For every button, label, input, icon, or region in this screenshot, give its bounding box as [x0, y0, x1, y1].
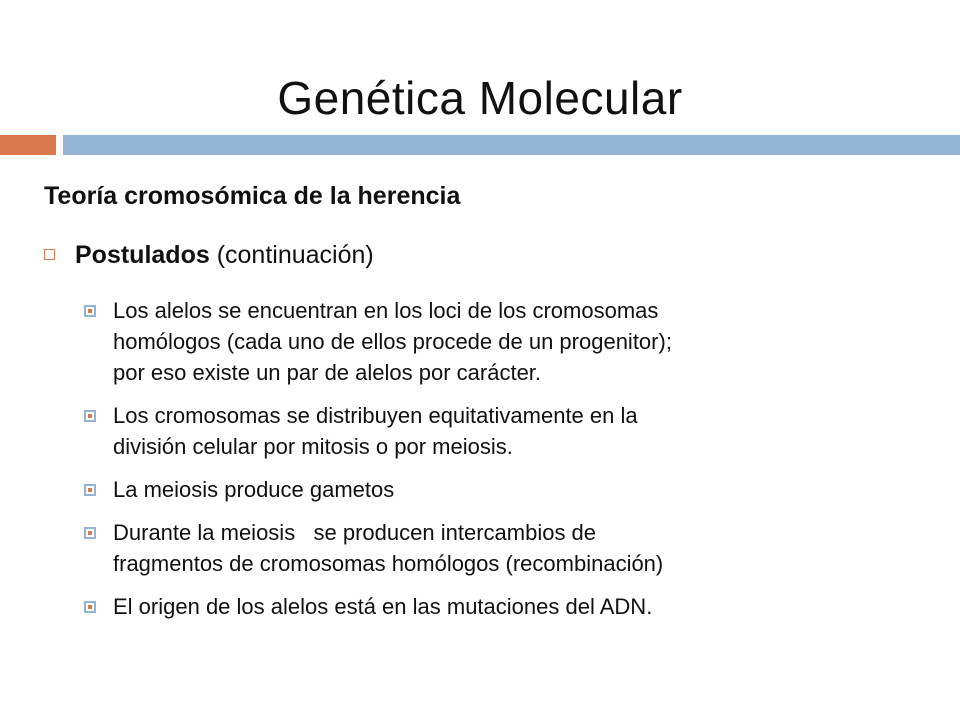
bullet-list — [84, 295, 954, 634]
bullet-line: fragmentos de cromosomas homólogos (recombinación) — [113, 551, 664, 576]
point-label-rest: (continuación) — [209, 241, 374, 269]
square-bullet-icon — [84, 410, 96, 422]
point-label-bold: Postulados — [75, 241, 210, 269]
slide-subtitle: Teoría cromosómica de la herencia — [44, 182, 461, 210]
square-bullet-icon — [84, 527, 96, 539]
bullet-line: La meiosis produce gametos — [113, 477, 395, 502]
bullet-item — [84, 474, 954, 505]
bullet-line: Los alelos se encuentran en los loci de los cromosomas — [113, 298, 659, 323]
point-postulados — [44, 240, 374, 270]
slide-title: Genética Molecular — [277, 71, 683, 124]
square-bullet-icon — [84, 305, 96, 317]
bullet-line: por eso existe un par de alelos por carácter. — [113, 360, 542, 385]
hollow-square-icon — [44, 249, 55, 260]
accent-bar-orange — [0, 135, 56, 155]
square-bullet-icon — [84, 484, 96, 496]
accent-bar-blue — [63, 135, 960, 155]
bullet-item — [84, 400, 954, 462]
bullet-item — [84, 591, 954, 622]
bullet-line: El origen de los alelos está en las mutaciones del ADN. — [113, 594, 653, 619]
square-bullet-icon — [84, 601, 96, 613]
bullet-line: homólogos (cada uno de ellos procede de un progenitor); — [113, 329, 672, 354]
bullet-line: división celular por mitosis o por meiosis. — [113, 434, 513, 459]
bullet-line: Los cromosomas se distribuyen equitativamente en la — [113, 403, 638, 428]
bullet-item — [84, 517, 954, 579]
bullet-item — [84, 295, 954, 388]
bullet-line: Durante la meiosis se producen intercambios de — [113, 520, 597, 545]
